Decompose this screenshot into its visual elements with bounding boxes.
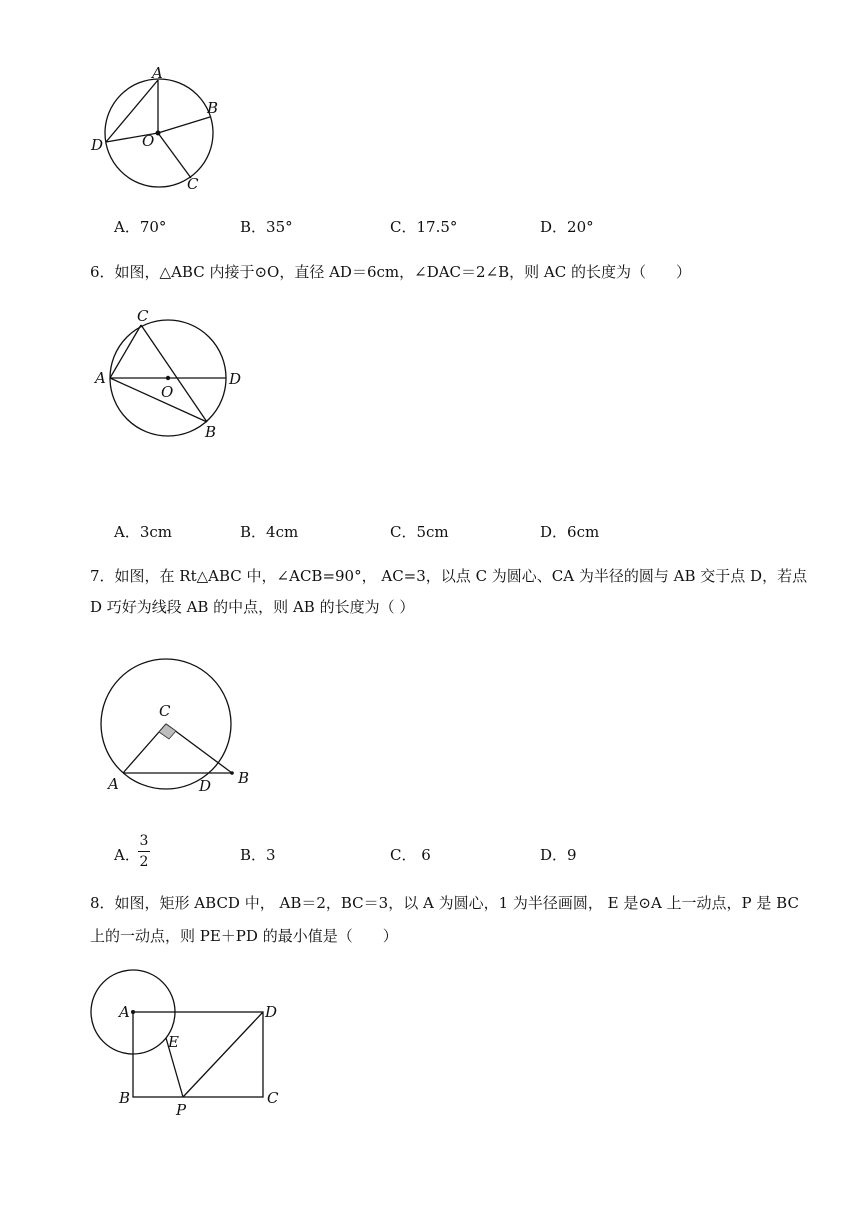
q6-label-o: O	[161, 383, 174, 401]
q8-label-p: P	[176, 1101, 187, 1119]
option-text: 17.5°	[416, 218, 458, 236]
q6-label-b: B	[205, 423, 217, 441]
option-letter: C．	[390, 846, 417, 864]
q7-stem-line2: D 巧好为线段 AB 的中点，则 AB 的长度为（ ）	[90, 598, 415, 616]
option-letter: A．	[114, 846, 140, 864]
q7-label-d: D	[199, 777, 212, 795]
option-letter: B．	[240, 218, 267, 236]
option-text: 6	[416, 846, 431, 864]
q6-label-c: C	[137, 307, 149, 325]
q7-label-b: B	[238, 769, 250, 787]
option-text: 20°	[567, 218, 594, 236]
q7-stem-line1: 7．如图，在 Rt△ABC 中，∠ACB=90°， AC=3，以点 C 为圆心、CA 为半径的圆与 AB 交于点 D，若点	[90, 567, 808, 585]
q8-stem-line1: 8．如图，矩形 ABCD 中， AB＝2，BC＝3，以 A 为圆心，1 为半径画圆， E 是⊙A 上一动点，P 是 BC	[90, 894, 799, 912]
option-text: 70°	[139, 218, 167, 236]
q8-point-a-dot	[131, 1010, 135, 1014]
option-letter: B．	[240, 846, 267, 864]
q8-label-e: E	[168, 1033, 179, 1051]
option-letter: D．	[540, 846, 568, 864]
q7-label-c: C	[159, 702, 171, 720]
option-letter: C．	[390, 523, 417, 541]
q8-label-a: A	[119, 1003, 130, 1021]
option-letter: A．	[114, 218, 140, 236]
q6-stem: 6．如图，△ABC 内接于⊙O，直径 AD＝6cm，∠DAC＝2∠B，则 AC 的长度为（ ）	[90, 263, 692, 281]
fraction-numerator: 3	[139, 833, 149, 849]
option-text: 4cm	[266, 523, 299, 541]
q5-label-a: A	[152, 64, 163, 82]
option-letter: D．	[540, 218, 568, 236]
q8-label-d: D	[265, 1003, 278, 1021]
option-text: 3cm	[139, 523, 173, 541]
q8-stem-line2: 上的一动点，则 PE＋PD 的最小值是（ ）	[90, 927, 398, 945]
option-letter: D．	[540, 523, 568, 541]
q7-label-a: A	[108, 775, 119, 793]
q6-label-a: A	[95, 369, 106, 387]
option-text: 5cm	[416, 523, 449, 541]
q5-label-o: O	[142, 132, 155, 150]
q5-label-c: C	[187, 175, 199, 193]
q6-label-d: D	[229, 370, 242, 388]
option-text: 35°	[266, 218, 293, 236]
q8-label-c: C	[267, 1089, 279, 1107]
option-letter: A．	[114, 523, 140, 541]
option-letter: C．	[390, 218, 417, 236]
q5-label-d: D	[91, 136, 104, 154]
q8-segment-pd	[183, 1012, 263, 1097]
q8-label-b: B	[119, 1089, 131, 1107]
q8-rectangle	[133, 1012, 263, 1097]
option-text: 9	[567, 846, 577, 864]
option-text: 3	[266, 846, 276, 864]
option-letter: B．	[240, 523, 267, 541]
q5-label-b: B	[207, 99, 219, 117]
fraction-denominator: 2	[139, 854, 149, 870]
option-text: 6cm	[567, 523, 600, 541]
